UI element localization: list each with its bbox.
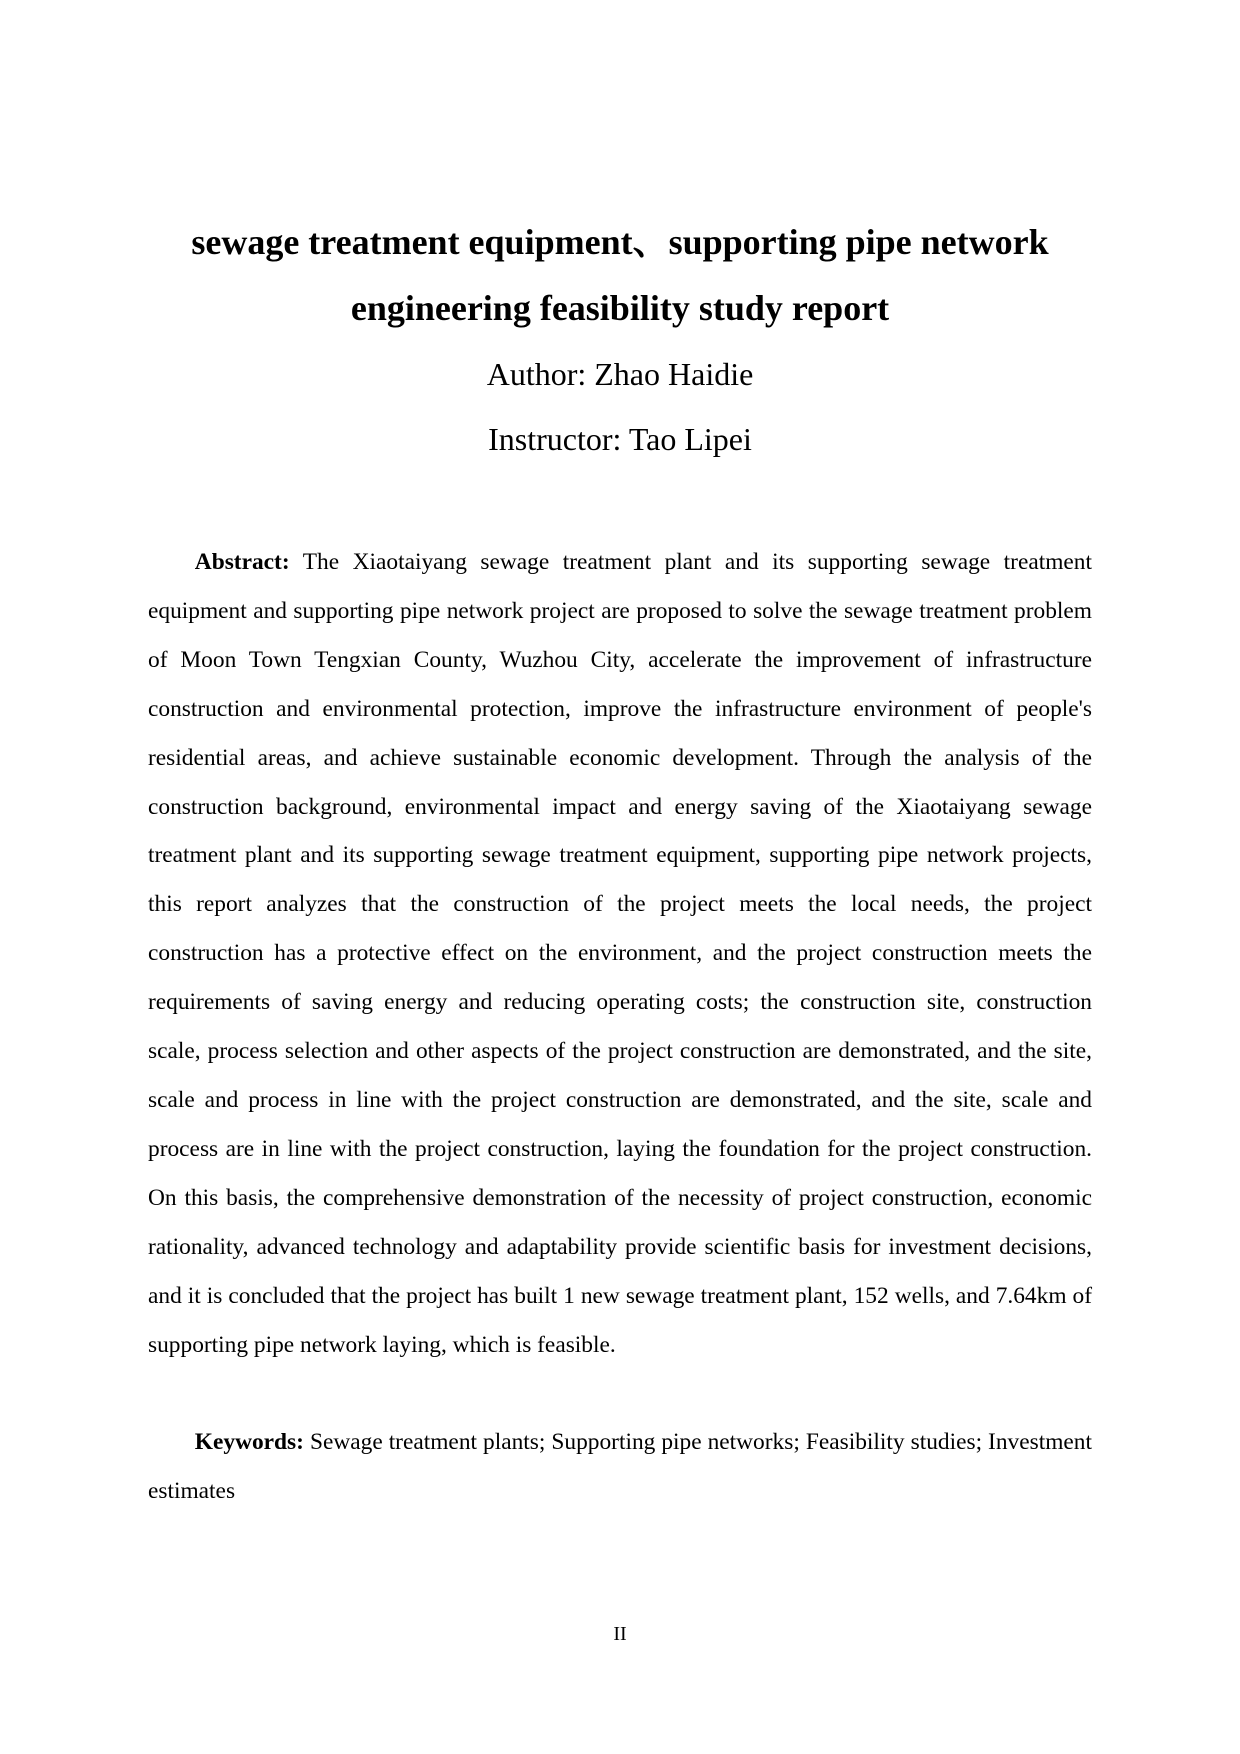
abstract-text: The Xiaotaiyang sewage treatment plant and its supporting sewage treatment equipment and supporting pipe network project are proposed to solve the sewage treatment problem of Moon Town Tengxian County, Wuzhou City, accelerate the improvement of infrastructure construction and environmental protection, improve the infrastructure environment of people's residential areas, and achieve sustainable economic development. Through the analysis of the construction background, environmental impact and energy saving of the Xiaotaiyang sewage treatment plant and its supporting sewage treatment equipment, supporting pipe network projects, this report analyzes that the construction of the project meets the local needs, the project construction has a protective effect on the environment, and the project construction meets the requirements of saving energy and reducing operating costs; the construction site, construction scale, process selection and other aspects of the project construction are demonstrated, and the site, scale and process in line with the project construction are demonstrated, and the site, scale and process are in line with the project construction, laying the foundation for the project construction. On this basis, the comprehensive demonstration of the necessity of project construction, economic rationality, advanced technology and adaptability provide scientific basis for investment decisions, and it is concluded that the project has built 1 new sewage treatment plant, 152 wells, and 7.64km of supporting pipe network laying, which is feasible. [148,549,1092,1358]
title-line-1: sewage treatment equipment、supporting pipe network [191,222,1049,262]
page-number: II [613,1623,627,1645]
title-line-2: engineering feasibility study report [350,288,890,328]
keywords-text: Sewage treatment plants; Supporting pipe networks; Feasibility studies; Investment estimates [148,1429,1092,1504]
abstract-paragraph [148,538,1092,1369]
abstract-label: Abstract: [194,549,290,575]
keywords-paragraph [148,1418,1092,1516]
author-line: Author: Zhao Haidie [486,356,754,392]
keywords-label: Keywords: [194,1429,304,1455]
instructor-line: Instructor: Tao Lipei [488,421,752,457]
